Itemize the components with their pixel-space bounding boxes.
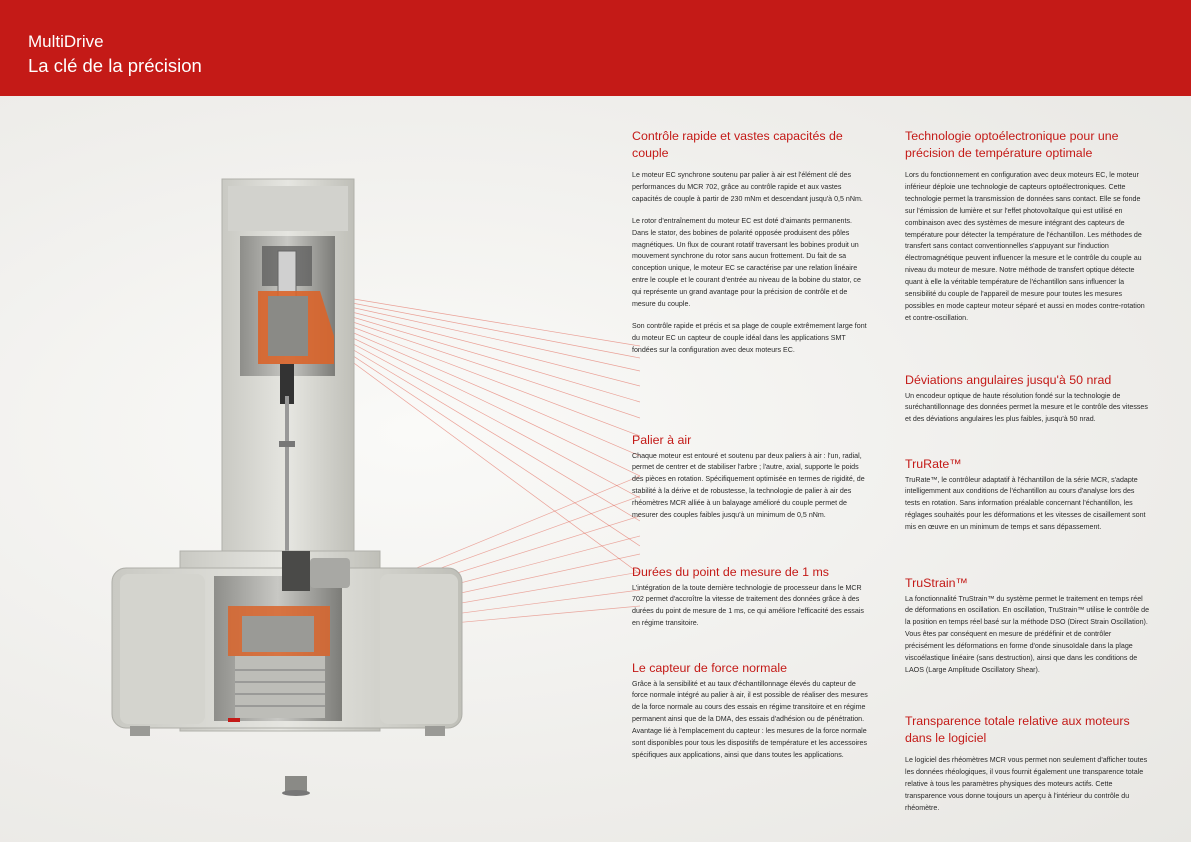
section-heading: Transparence totale relative aux moteurs dans le logiciel [905,714,1130,745]
section-heading: Palier à air [632,433,692,447]
section-heading: TruRate™ [905,457,962,471]
section-paragraph: Son contrôle rapide et précis et sa plage de couple extrêmement large font du moteur EC un capteur de couple idéal dans les applications SMT fondées sur la configuration avec deux moteurs EC. [632,321,867,354]
section-paragraph: TruRate™, le contrôleur adaptatif à l'échantillon de la série MCR, s'adapte intelligemment aux conditions de l'échantillon au cours d'analyse lors des tests en rotation. Sans information préalable concernant l'échantillon, les réglages souhaités pour les déformations et les vitesses de cisaillement sont mis en œuvre en un minimum de temps et sans dépassement. [905,475,1146,532]
section-transparence-logiciel [905,713,1151,815]
section-heading: Technologie optoélectronique pour une précision de température optimale [905,129,1119,160]
section-paragraph: Grâce à la sensibilité et au taux d'échantillonnage élevés du capteur de force normale intégré au palier à air, il est possible de réaliser des mesures de la force normale au cours des essais en régime transitoire et en régime permanent ainsi que de la DMA, des essais d'adhésion ou de pénétration. Avantage lié à l'emplacement du capteur : les mesures de la force normale sont disponibles pour tous les dispositifs de température et les accessoires spécifiques aux applications, ainsi que dans toutes les applications. [632,679,868,759]
section-capteur-force-normale [632,660,870,762]
header-subtitle: La clé de la précision [28,55,202,76]
rheometer-illustration [0,96,640,842]
header-banner [0,0,1191,96]
section-heading: Le capteur de force normale [632,661,787,675]
section-heading: Contrôle rapide et vastes capacités de couple [632,129,843,160]
section-trustrain [905,575,1151,677]
section-heading: Durées du point de mesure de 1 ms [632,565,829,579]
section-durees-point-mesure [632,564,870,630]
section-paragraph: Chaque moteur est entouré et soutenu par deux paliers à air : l'un, radial, permet de centrer et de stabiliser l'arbre ; l'autre, axial, supporte le poids des pièces en rotation. Spécifiquement optimisée en termes de rigidité, de stabilité à la dérive et de robustesse, la technologie de palier à air des rhéomètres MCR alliée à un balayage amélioré du couple permet de mesurer des couples faibles jusqu'à un minimum de 0,5 nNm. [632,451,865,520]
section-heading: TruStrain™ [905,576,968,590]
section-paragraph: Le moteur EC synchrone soutenu par palier à air est l'élément clé des performances du MCR 702, grâce au contrôle rapide et aux vastes capacités de couple à partir de 230 mNm et descendant jusqu'à 0,5 nNm. [632,171,863,203]
section-paragraph: La fonctionnalité TruStrain™ du système permet le traitement en temps réel de déformations en oscillation. En oscillation, TruStrain™ utilise le contrôle de la position en temps réel basé sur la méthode DSO (Direct Strain Oscillation). Vous êtes par conséquent en mesure de prédéfinir et de contrôler précisément les déformations en forme d'onde sinusoïdale dans la plage viscoélastique linéaire (sans destruction), ainsi que dans les conditions de LAOS (Large Amplitude Oscillatory Shear). [905,594,1150,674]
header-title: MultiDrive [28,32,104,51]
section-paragraph: Lors du fonctionnement en configuration avec deux moteurs EC, le moteur inférieur déploie une technologie de capteurs optoélectroniques. Cette technologie permet la transmission de données sans contact. Elle se fonde sur l'émission de lumière et sur l'effet photovoltaïque qui est utilisé en combinaison avec des systèmes de mesure intégrant des capteurs de température pour détecter la température de l'échantillon. Les méthodes de transfert sans contact conventionnelles s'appuyant sur l'induction électromagnétique peuvent influencer la mesure et le contrôle du couple au niveau du moteur de mesure. Notre méthode de transfert optique détecte quant à elle la véritable température de l'échantillon sans influencer la sensibilité du couple de l'appareil de mesure pour toutes les mesures possibles en mode capteur moteur séparé et aussi en modes contre-rotation et contre-oscillation. [905,171,1145,322]
section-trurate [905,456,1151,534]
section-deviations-angulaires [905,372,1151,426]
section-optoelectronique [905,128,1151,325]
section-paragraph: Le logiciel des rhéomètres MCR vous permet non seulement d'afficher toutes les données rhéologiques, il vous fournit également une transparence totale relative à tous les paramètres physiques des moteurs actifs. Cette transparence vous donne toujours un aperçu à l'intérieur du contrôle du rhéomètre. [905,756,1148,812]
section-paragraph: Un encodeur optique de haute résolution fondé sur la technologie de suréchantillonnage des données permet la mesure et le contrôle des vitesses et des déviations angulaires les plus faibles, jusqu'à 50 nrad. [905,391,1148,424]
section-controle-rapide [632,128,870,357]
section-heading: Déviations angulaires jusqu'à 50 nrad [905,373,1112,387]
section-paragraph: L'intégration de la toute dernière technologie de processeur dans le MCR 702 permet d'accroître la vitesse de traitement des données grâce à des durées du point de mesure de 1 ms, ce qui améliore l'efficacité des essais en régime transitoire. [632,583,864,628]
section-paragraph: Le rotor d'entraînement du moteur EC est doté d'aimants permanents. Dans le stator, des bobines de polarité opposée produisent des pôles magnétiques. Un flux de courant rotatif traversant les bobines produit un mouvement synchrone du rotor sans aucun frottement. Du fait de sa conception unique, le moteur EC se caractérise par une relation linéaire entre le couple et le courant d'entrée au niveau de la bobine du stator, ce qui représente un grand avantage pour la précision de contrôle et de mesure du couple. [632,216,861,309]
section-palier-a-air [632,432,870,522]
